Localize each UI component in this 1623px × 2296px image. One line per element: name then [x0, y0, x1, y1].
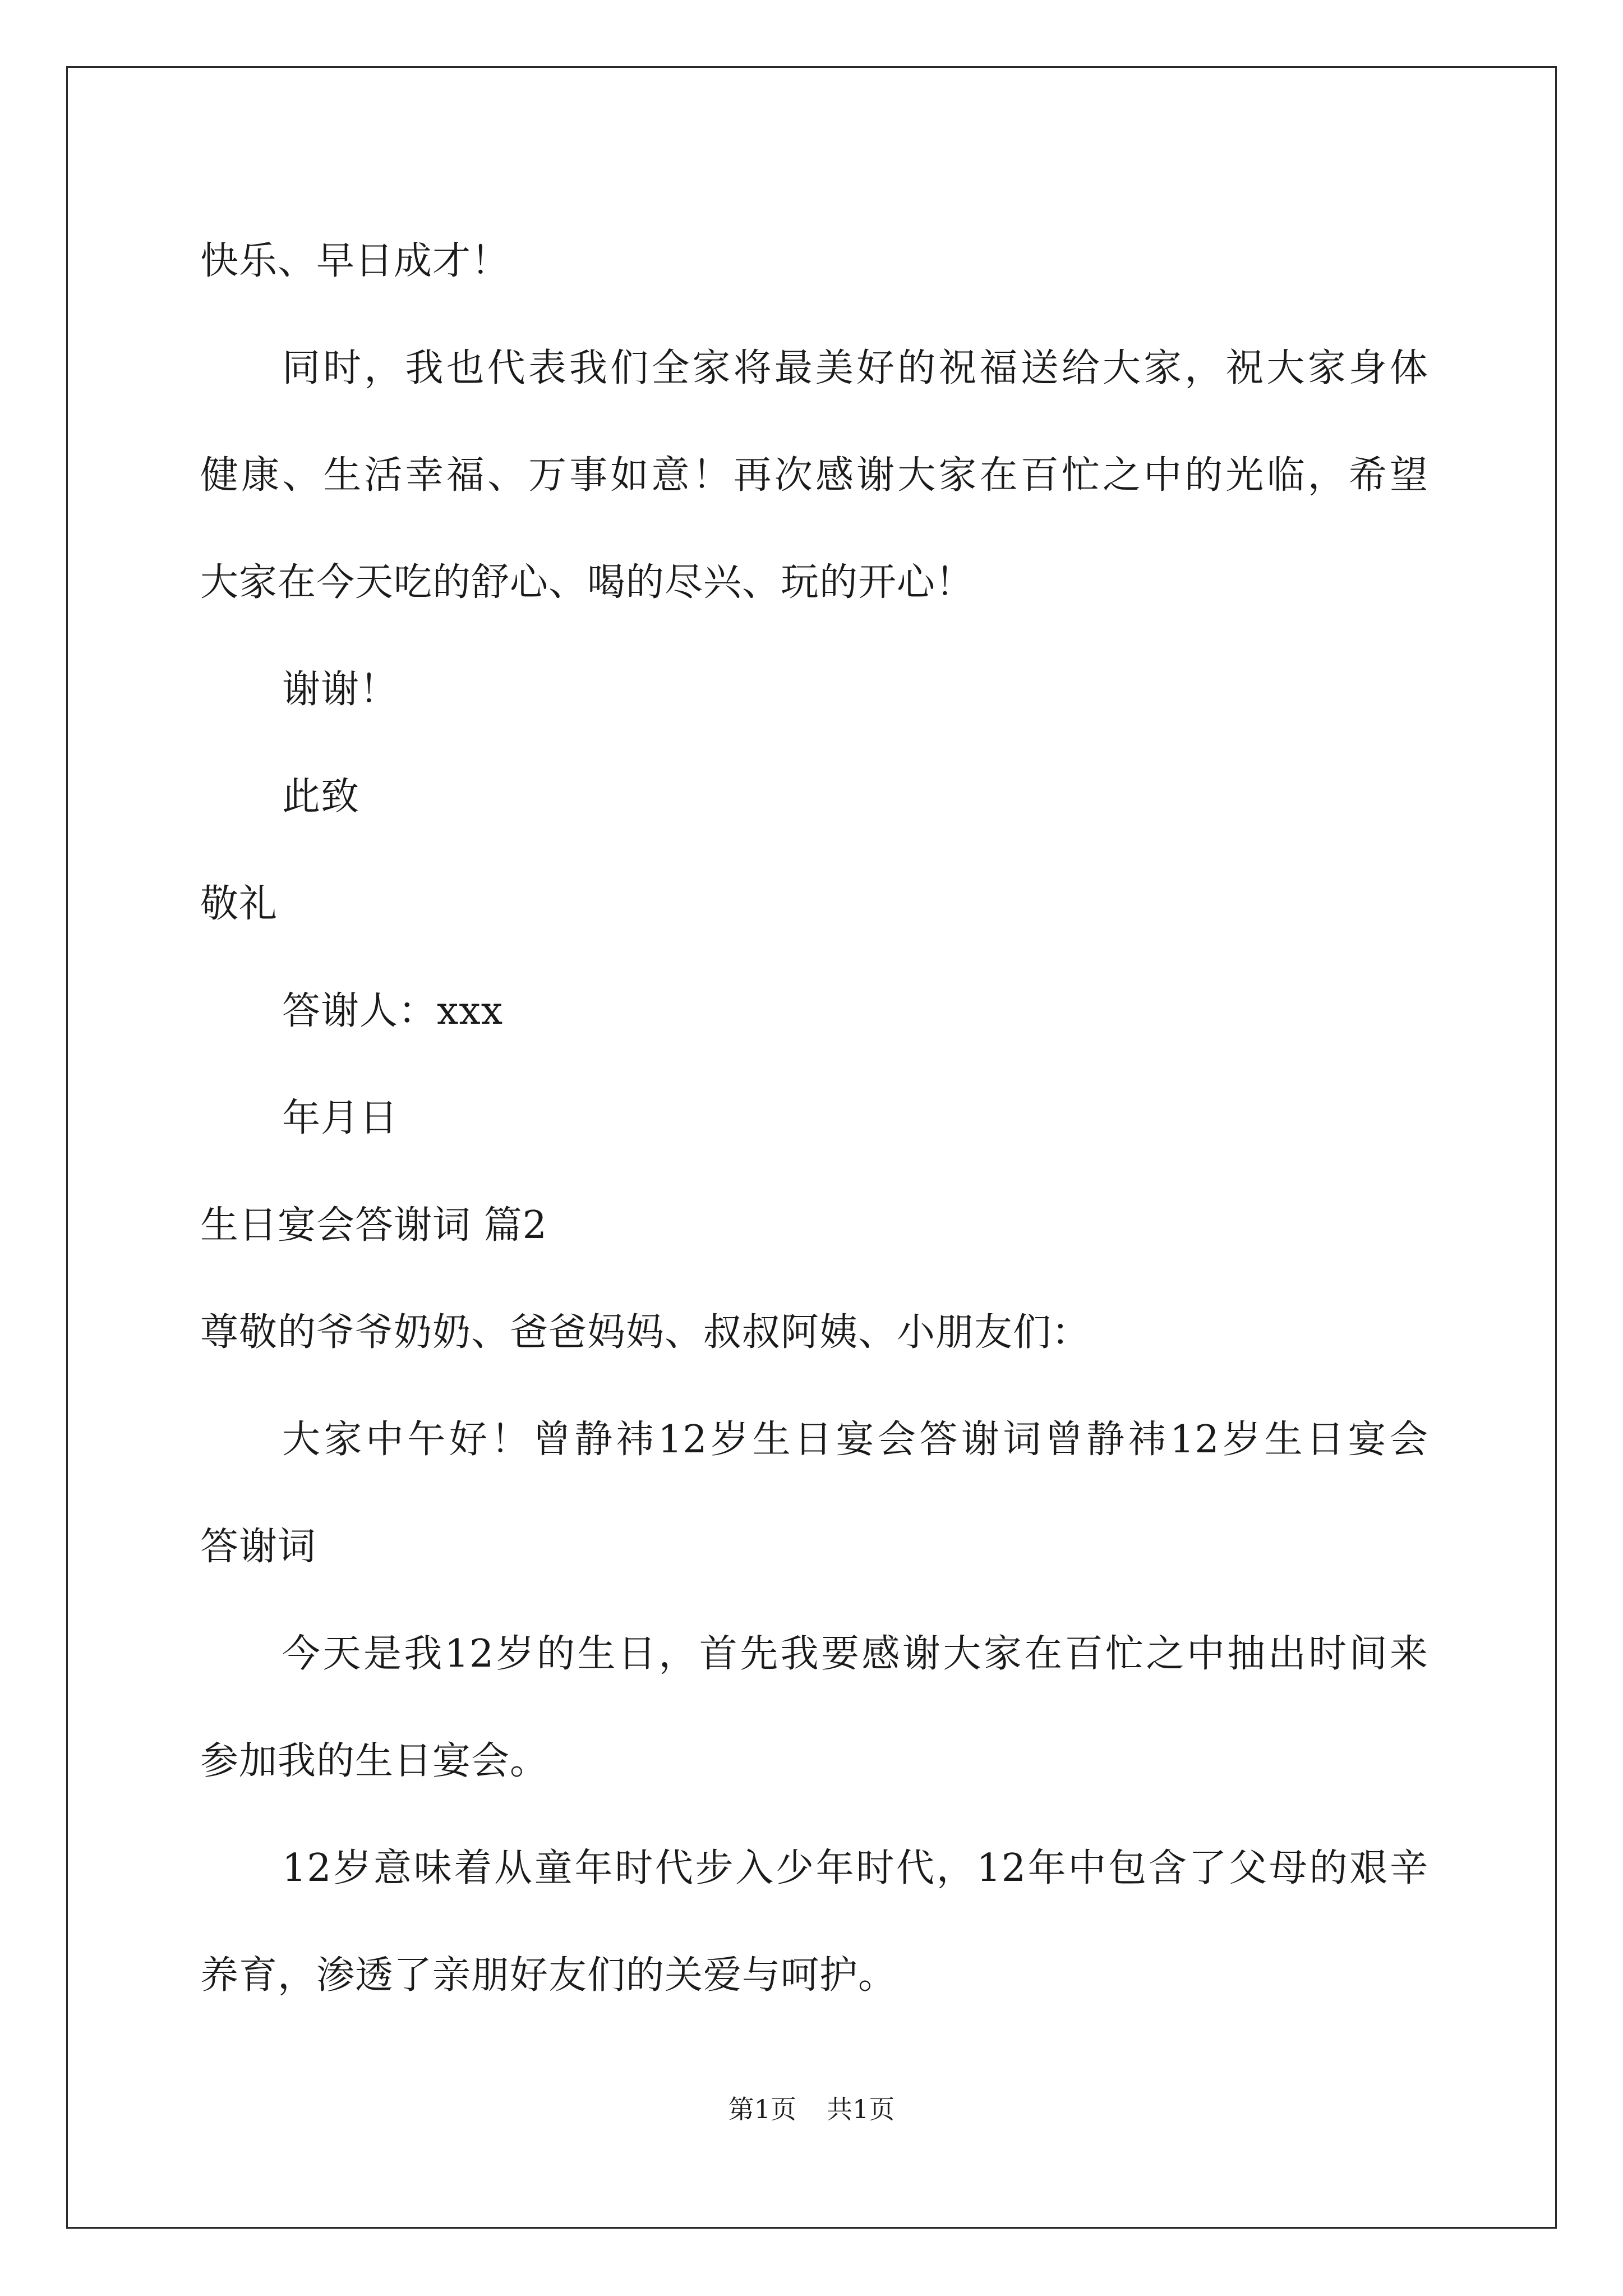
text-line: 同时，我也代表我们全家将最美好的祝福送给大家，祝大家身体 — [282, 346, 1428, 390]
text-line: 今天是我12岁的生日，首先我要感谢大家在百忙之中抽出时间来 — [282, 1632, 1428, 1676]
text-line: 尊敬的爷爷奶奶、爸爸妈妈、叔叔阿姨、小朋友们： — [200, 1310, 1091, 1355]
text-line: 养育，渗透了亲朋好友们的关爱与呵护。 — [200, 1953, 897, 1998]
text-line: 此致 — [282, 775, 360, 819]
text-line: 大家中午好！曾静祎12岁生日宴会答谢词曾静祎12岁生日宴会 — [282, 1418, 1428, 1462]
text-line: 参加我的生日宴会。 — [200, 1739, 549, 1783]
text-line: 答谢人：xxx — [282, 989, 504, 1033]
page-number-total: 共1页 — [827, 2094, 895, 2124]
page-footer — [0, 2092, 1623, 2126]
text-line: 年月日 — [282, 1096, 399, 1140]
text-line: 健康、生活幸福、万事如意！再次感谢大家在百忙之中的光临，希望 — [200, 453, 1428, 498]
text-line: 谢谢！ — [282, 668, 399, 712]
text-line: 敬礼 — [200, 882, 278, 926]
text-line: 快乐、早日成才！ — [200, 239, 510, 283]
page-number-current: 第1页 — [728, 2094, 796, 2124]
text-line: 答谢词 — [200, 1525, 317, 1569]
document-body — [200, 208, 1428, 2029]
text-line: 12岁意味着从童年时代步入少年时代，12年中包含了父母的艰辛 — [282, 1846, 1428, 1890]
text-line: 生日宴会答谢词 篇2 — [200, 1203, 547, 1248]
text-line: 大家在今天吃的舒心、喝的尽兴、玩的开心！ — [200, 560, 975, 605]
